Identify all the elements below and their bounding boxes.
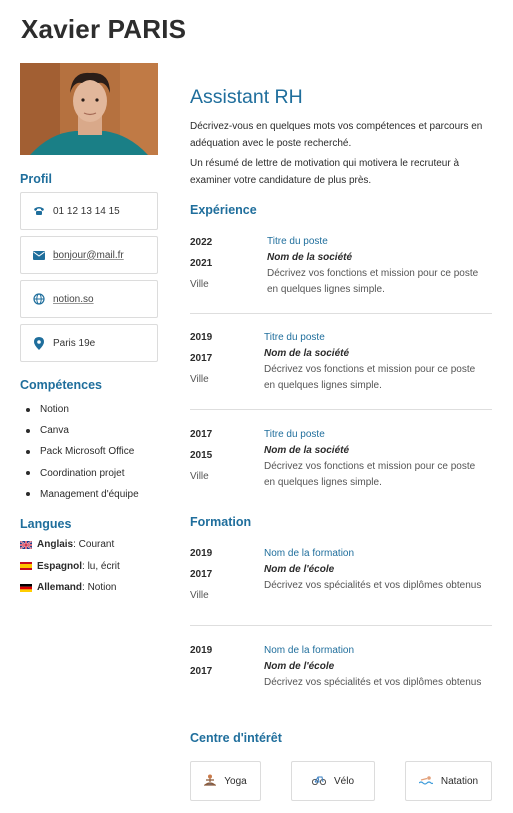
germany-flag-icon — [20, 584, 32, 592]
city: Ville — [190, 590, 209, 601]
location-field — [20, 324, 158, 362]
profile-section-title: Profil — [20, 172, 52, 186]
end-year: 2017 — [190, 569, 213, 580]
entry-dates — [190, 424, 250, 487]
sidebar — [20, 63, 158, 598]
summary — [190, 119, 490, 189]
divider — [190, 409, 492, 410]
interest-label: Natation — [440, 775, 479, 787]
school-name: Nom de l'école — [264, 564, 335, 575]
entry-dates — [190, 327, 250, 390]
role-title: Titre du poste — [264, 332, 325, 343]
location-text: Paris 19e — [53, 337, 96, 349]
education-entry — [190, 640, 492, 710]
role-description: Décrivez vos fonctions et mission pour ce poste en quelques lignes simple. — [267, 268, 479, 295]
entry-body — [264, 546, 482, 594]
end-year: 2017 — [190, 353, 213, 364]
end-year: 2021 — [190, 258, 213, 269]
degree-title: Nom de la formation — [264, 645, 355, 656]
skill-item: Management d'équipe — [20, 484, 158, 505]
language-level: : Courant — [73, 539, 115, 551]
end-year: 2017 — [190, 666, 213, 677]
interest-yoga — [190, 761, 261, 801]
entry-body — [264, 330, 482, 394]
website-link[interactable]: notion.so — [53, 293, 94, 305]
spain-flag-icon — [20, 562, 32, 570]
skill-item: Pack Microsoft Office — [20, 441, 158, 462]
yoga-icon — [204, 774, 216, 789]
language-item — [20, 577, 158, 599]
swimming-icon — [419, 775, 433, 788]
bicycle-icon — [312, 775, 326, 788]
start-year: 2019 — [190, 645, 213, 656]
company-name: Nom de la société — [267, 252, 353, 263]
start-year: 2022 — [190, 237, 213, 248]
divider — [190, 313, 492, 314]
experience-section-title: Expérience — [190, 203, 257, 217]
entry-body — [264, 643, 482, 691]
skill-item: Notion — [20, 399, 158, 420]
interests-section-title: Centre d'intérêt — [190, 731, 282, 745]
start-year: 2017 — [190, 429, 213, 440]
company-name: Nom de la société — [264, 445, 350, 456]
degree-title: Nom de la formation — [264, 548, 355, 559]
start-year: 2019 — [190, 332, 213, 343]
school-name: Nom de l'école — [264, 661, 335, 672]
city: Ville — [190, 374, 209, 385]
role-title: Titre du poste — [267, 236, 328, 247]
experience-entry — [190, 232, 492, 302]
language-item — [20, 555, 158, 577]
skill-item: Canva — [20, 420, 158, 441]
entry-dates — [190, 543, 250, 606]
language-item — [20, 534, 158, 556]
language-level: : lu, écrit — [82, 560, 120, 572]
experience-entry — [190, 327, 492, 397]
email-field[interactable] — [20, 236, 158, 274]
language-name: Anglais — [37, 539, 74, 551]
role-title: Titre du poste — [264, 429, 325, 440]
experience-entry — [190, 424, 492, 494]
job-title: Assistant RH — [190, 86, 303, 108]
phone-field — [20, 192, 158, 230]
phone-number: 01 12 13 14 15 — [53, 205, 120, 217]
end-year: 2015 — [190, 450, 213, 461]
email-link[interactable]: bonjour@mail.fr — [53, 249, 124, 261]
uk-flag-icon — [20, 541, 32, 549]
divider — [190, 625, 492, 626]
globe-icon — [31, 293, 47, 305]
website-field[interactable] — [20, 280, 158, 318]
interest-label: Yoga — [224, 775, 247, 787]
phone-icon — [31, 206, 47, 216]
profile-photo — [20, 63, 158, 155]
role-description: Décrivez vos fonctions et mission pour ce poste en quelques lignes simple. — [264, 461, 476, 488]
entry-dates — [190, 640, 250, 682]
summary-paragraph: Décrivez-vous en quelques mots vos compétences et parcours en adéquation avec le poste recherché. — [190, 121, 483, 149]
entry-body — [267, 234, 482, 298]
language-name: Allemand — [37, 582, 83, 594]
degree-description: Décrivez vos spécialités et vos diplômes obtenus — [264, 677, 482, 688]
city: Ville — [190, 279, 209, 290]
mail-icon — [31, 251, 47, 260]
city: Ville — [190, 471, 209, 482]
interest-swimming — [405, 761, 492, 801]
language-name: Espagnol — [37, 560, 83, 572]
entry-body — [264, 427, 482, 491]
skills-section-title: Compétences — [20, 378, 102, 392]
language-level: : Notion — [82, 582, 117, 594]
location-pin-icon — [31, 337, 47, 350]
skills-list — [20, 399, 158, 505]
interest-label: Vélo — [333, 775, 354, 787]
skill-item: Coordination projet — [20, 463, 158, 484]
education-section-title: Formation — [190, 515, 252, 529]
start-year: 2019 — [190, 548, 213, 559]
summary-paragraph: Un résumé de lettre de motivation qui motivera le recruteur à examiner votre candidature de plus près. — [190, 158, 460, 186]
languages-section-title: Langues — [20, 516, 72, 531]
candidate-name: Xavier PARIS — [21, 14, 187, 44]
interest-cycling — [291, 761, 375, 801]
degree-description: Décrivez vos spécialités et vos diplômes obtenus — [264, 580, 482, 591]
role-description: Décrivez vos fonctions et mission pour ce poste en quelques lignes simple. — [264, 364, 476, 391]
education-entry — [190, 543, 492, 613]
company-name: Nom de la société — [264, 348, 350, 359]
entry-dates — [190, 232, 250, 295]
